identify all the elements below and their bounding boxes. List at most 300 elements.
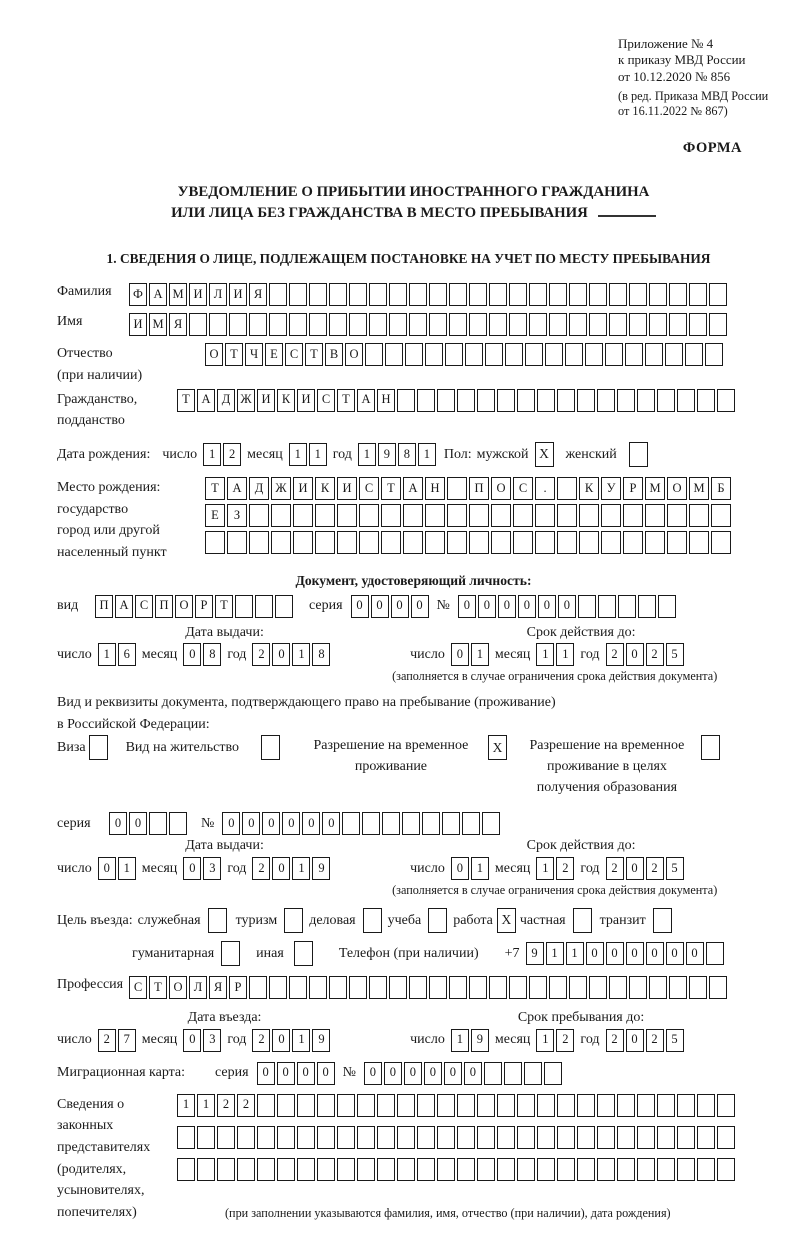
form-cell[interactable] [609, 283, 627, 306]
form-cell[interactable]: Т [177, 389, 195, 412]
form-cell[interactable]: Ч [245, 343, 263, 366]
form-cell[interactable] [297, 1094, 315, 1117]
form-cell[interactable] [209, 313, 227, 336]
form-cell[interactable]: Л [189, 976, 207, 999]
form-cell[interactable]: 0 [464, 1062, 482, 1085]
form-cell[interactable] [577, 1126, 595, 1149]
option-temp-residence-education-checkbox[interactable] [701, 735, 720, 760]
form-cell[interactable]: 1 [292, 857, 310, 880]
purpose-other-checkbox[interactable] [294, 941, 313, 966]
form-cell[interactable] [689, 976, 707, 999]
form-cell[interactable]: Ж [237, 389, 255, 412]
purpose-tourism-checkbox[interactable] [284, 908, 303, 933]
form-cell[interactable] [537, 389, 555, 412]
form-cell[interactable] [445, 343, 463, 366]
form-cell[interactable]: 2 [646, 1029, 664, 1052]
form-cell[interactable] [717, 1158, 735, 1181]
form-cell[interactable] [382, 812, 400, 835]
form-cell[interactable]: 6 [118, 643, 136, 666]
form-cell[interactable]: 0 [364, 1062, 382, 1085]
form-cell[interactable] [449, 283, 467, 306]
form-cell[interactable] [385, 343, 403, 366]
form-cell[interactable]: 0 [626, 1029, 644, 1052]
form-cell[interactable] [557, 504, 577, 527]
form-cell[interactable]: А [149, 283, 167, 306]
form-cell[interactable] [462, 812, 480, 835]
form-cell[interactable]: . [535, 477, 555, 500]
form-cell[interactable]: И [293, 477, 313, 500]
form-cell[interactable]: З [227, 504, 247, 527]
form-cell[interactable] [315, 504, 335, 527]
form-cell[interactable] [579, 531, 599, 554]
form-cell[interactable]: Е [205, 504, 225, 527]
form-cell[interactable] [447, 504, 467, 527]
form-cell[interactable] [293, 531, 313, 554]
form-cell[interactable]: И [189, 283, 207, 306]
form-cell[interactable]: 1 [289, 443, 307, 466]
form-cell[interactable] [469, 313, 487, 336]
form-cell[interactable] [405, 343, 423, 366]
form-cell[interactable] [557, 1126, 575, 1149]
form-cell[interactable] [437, 389, 455, 412]
form-cell[interactable] [469, 976, 487, 999]
form-cell[interactable] [609, 976, 627, 999]
form-cell[interactable]: С [317, 389, 335, 412]
form-cell[interactable] [389, 283, 407, 306]
form-cell[interactable] [569, 283, 587, 306]
form-cell[interactable] [711, 531, 731, 554]
form-cell[interactable] [465, 343, 483, 366]
form-cell[interactable]: 0 [586, 942, 604, 965]
form-cell[interactable] [629, 283, 647, 306]
form-cell[interactable]: 1 [471, 643, 489, 666]
form-cell[interactable]: 0 [272, 857, 290, 880]
form-cell[interactable]: И [257, 389, 275, 412]
form-cell[interactable]: Т [149, 976, 167, 999]
form-cell[interactable] [605, 343, 623, 366]
form-cell[interactable] [457, 1094, 475, 1117]
form-cell[interactable] [658, 595, 676, 618]
form-cell[interactable] [403, 531, 423, 554]
form-cell[interactable] [357, 1094, 375, 1117]
form-cell[interactable] [337, 1158, 355, 1181]
form-cell[interactable] [359, 504, 379, 527]
form-cell[interactable] [397, 389, 415, 412]
form-cell[interactable] [237, 1158, 255, 1181]
form-cell[interactable] [389, 976, 407, 999]
form-cell[interactable]: П [155, 595, 173, 618]
form-cell[interactable] [437, 1126, 455, 1149]
form-cell[interactable]: 0 [686, 942, 704, 965]
form-cell[interactable]: Т [215, 595, 233, 618]
form-cell[interactable] [359, 531, 379, 554]
form-cell[interactable] [365, 343, 383, 366]
form-cell[interactable] [469, 283, 487, 306]
form-cell[interactable]: И [337, 477, 357, 500]
form-cell[interactable]: 0 [458, 595, 476, 618]
form-cell[interactable] [685, 343, 703, 366]
form-cell[interactable] [409, 313, 427, 336]
form-cell[interactable] [669, 313, 687, 336]
form-cell[interactable] [337, 1126, 355, 1149]
form-cell[interactable] [309, 976, 327, 999]
form-cell[interactable] [529, 313, 547, 336]
form-cell[interactable] [669, 976, 687, 999]
form-cell[interactable]: Д [217, 389, 235, 412]
form-cell[interactable] [529, 283, 547, 306]
form-cell[interactable] [477, 1158, 495, 1181]
form-cell[interactable] [429, 283, 447, 306]
form-cell[interactable]: 0 [98, 857, 116, 880]
form-cell[interactable]: Т [225, 343, 243, 366]
form-cell[interactable] [425, 531, 445, 554]
form-cell[interactable]: О [491, 477, 511, 500]
form-cell[interactable] [477, 1094, 495, 1117]
form-cell[interactable] [537, 1094, 555, 1117]
form-cell[interactable] [535, 504, 555, 527]
form-cell[interactable]: 1 [536, 1029, 554, 1052]
form-cell[interactable] [349, 313, 367, 336]
form-cell[interactable] [409, 976, 427, 999]
form-cell[interactable] [409, 283, 427, 306]
form-cell[interactable] [437, 1158, 455, 1181]
form-cell[interactable] [377, 1126, 395, 1149]
form-cell[interactable] [189, 313, 207, 336]
form-cell[interactable] [257, 1094, 275, 1117]
form-cell[interactable]: 0 [498, 595, 516, 618]
form-cell[interactable] [257, 1126, 275, 1149]
form-cell[interactable] [317, 1158, 335, 1181]
form-cell[interactable]: 5 [666, 1029, 684, 1052]
form-cell[interactable]: Я [249, 283, 267, 306]
form-cell[interactable]: 0 [518, 595, 536, 618]
form-cell[interactable]: 0 [444, 1062, 462, 1085]
form-cell[interactable] [579, 504, 599, 527]
form-cell[interactable] [601, 504, 621, 527]
form-cell[interactable] [237, 1126, 255, 1149]
form-cell[interactable]: Ж [271, 477, 291, 500]
form-cell[interactable] [517, 1158, 535, 1181]
form-cell[interactable] [497, 389, 515, 412]
form-cell[interactable] [513, 504, 533, 527]
form-cell[interactable] [667, 531, 687, 554]
form-cell[interactable] [535, 531, 555, 554]
form-cell[interactable]: 2 [646, 857, 664, 880]
form-cell[interactable]: Л [209, 283, 227, 306]
form-cell[interactable]: М [689, 477, 709, 500]
form-cell[interactable] [469, 531, 489, 554]
form-cell[interactable] [697, 1094, 715, 1117]
form-cell[interactable] [437, 1094, 455, 1117]
form-cell[interactable]: А [197, 389, 215, 412]
form-cell[interactable]: 0 [317, 1062, 335, 1085]
form-cell[interactable] [509, 313, 527, 336]
form-cell[interactable] [257, 1158, 275, 1181]
form-cell[interactable]: 0 [666, 942, 684, 965]
form-cell[interactable]: О [175, 595, 193, 618]
form-cell[interactable] [597, 1126, 615, 1149]
form-cell[interactable] [469, 504, 489, 527]
form-cell[interactable] [638, 595, 656, 618]
form-cell[interactable] [517, 1094, 535, 1117]
form-cell[interactable] [689, 531, 709, 554]
form-cell[interactable]: Т [381, 477, 401, 500]
form-cell[interactable] [649, 976, 667, 999]
form-cell[interactable] [293, 504, 313, 527]
form-cell[interactable]: У [601, 477, 621, 500]
form-cell[interactable] [249, 313, 267, 336]
form-cell[interactable] [657, 1126, 675, 1149]
form-cell[interactable]: 1 [197, 1094, 215, 1117]
form-cell[interactable]: 1 [418, 443, 436, 466]
form-cell[interactable] [637, 389, 655, 412]
form-cell[interactable] [329, 283, 347, 306]
form-cell[interactable]: 8 [312, 643, 330, 666]
form-cell[interactable] [227, 531, 247, 554]
form-cell[interactable] [169, 812, 187, 835]
option-residence-permit-checkbox[interactable] [261, 735, 280, 760]
form-cell[interactable]: Р [195, 595, 213, 618]
form-cell[interactable] [337, 1094, 355, 1117]
form-cell[interactable] [557, 477, 577, 500]
form-cell[interactable] [497, 1158, 515, 1181]
form-cell[interactable]: 2 [252, 857, 270, 880]
form-cell[interactable] [397, 1094, 415, 1117]
form-cell[interactable] [537, 1158, 555, 1181]
form-cell[interactable]: 0 [478, 595, 496, 618]
form-cell[interactable]: М [645, 477, 665, 500]
form-cell[interactable] [623, 504, 643, 527]
form-cell[interactable] [275, 595, 293, 618]
form-cell[interactable] [589, 283, 607, 306]
form-cell[interactable] [269, 976, 287, 999]
form-cell[interactable]: Е [265, 343, 283, 366]
form-cell[interactable]: 9 [471, 1029, 489, 1052]
form-cell[interactable]: 2 [223, 443, 241, 466]
form-cell[interactable] [625, 343, 643, 366]
form-cell[interactable] [677, 1158, 695, 1181]
form-cell[interactable]: Т [205, 477, 225, 500]
form-cell[interactable] [689, 313, 707, 336]
form-cell[interactable]: 0 [646, 942, 664, 965]
form-cell[interactable]: 0 [129, 812, 147, 835]
form-cell[interactable] [717, 1126, 735, 1149]
form-cell[interactable]: 0 [351, 595, 369, 618]
form-cell[interactable] [249, 504, 269, 527]
form-cell[interactable] [417, 1158, 435, 1181]
form-cell[interactable] [489, 976, 507, 999]
form-cell[interactable]: Д [249, 477, 269, 500]
form-cell[interactable] [697, 389, 715, 412]
form-cell[interactable] [482, 812, 500, 835]
form-cell[interactable]: 0 [322, 812, 340, 835]
form-cell[interactable]: И [129, 313, 147, 336]
form-cell[interactable]: 0 [183, 857, 201, 880]
form-cell[interactable] [649, 313, 667, 336]
form-cell[interactable] [705, 343, 723, 366]
form-cell[interactable]: Т [337, 389, 355, 412]
form-cell[interactable]: 0 [257, 1062, 275, 1085]
form-cell[interactable]: 0 [391, 595, 409, 618]
form-cell[interactable] [557, 531, 577, 554]
form-cell[interactable] [557, 1094, 575, 1117]
form-cell[interactable] [623, 531, 643, 554]
form-cell[interactable]: 5 [666, 857, 684, 880]
form-cell[interactable] [544, 1062, 562, 1085]
form-cell[interactable] [489, 313, 507, 336]
form-cell[interactable] [277, 1158, 295, 1181]
form-cell[interactable] [645, 504, 665, 527]
form-cell[interactable]: 0 [626, 857, 644, 880]
form-cell[interactable]: 0 [277, 1062, 295, 1085]
form-cell[interactable]: Н [425, 477, 445, 500]
form-cell[interactable]: 0 [538, 595, 556, 618]
purpose-humanitarian-checkbox[interactable] [221, 941, 240, 966]
form-cell[interactable] [309, 313, 327, 336]
purpose-work-checkbox[interactable]: X [497, 908, 516, 933]
form-cell[interactable] [369, 976, 387, 999]
form-cell[interactable] [369, 283, 387, 306]
form-cell[interactable] [329, 976, 347, 999]
form-cell[interactable]: 5 [666, 643, 684, 666]
form-cell[interactable] [457, 1126, 475, 1149]
form-cell[interactable]: 7 [118, 1029, 136, 1052]
form-cell[interactable] [449, 313, 467, 336]
form-cell[interactable] [277, 1126, 295, 1149]
form-cell[interactable] [377, 1158, 395, 1181]
form-cell[interactable]: А [115, 595, 133, 618]
form-cell[interactable] [565, 343, 583, 366]
form-cell[interactable] [657, 1094, 675, 1117]
form-cell[interactable] [589, 976, 607, 999]
form-cell[interactable] [617, 389, 635, 412]
form-cell[interactable] [689, 283, 707, 306]
form-cell[interactable] [557, 1158, 575, 1181]
form-cell[interactable] [597, 1094, 615, 1117]
form-cell[interactable]: 1 [471, 857, 489, 880]
form-cell[interactable] [669, 283, 687, 306]
form-cell[interactable] [357, 1126, 375, 1149]
form-cell[interactable] [217, 1126, 235, 1149]
form-cell[interactable]: 2 [556, 1029, 574, 1052]
form-cell[interactable] [449, 976, 467, 999]
form-cell[interactable]: П [95, 595, 113, 618]
form-cell[interactable]: 2 [252, 1029, 270, 1052]
form-cell[interactable]: 0 [424, 1062, 442, 1085]
form-cell[interactable] [717, 389, 735, 412]
form-cell[interactable]: 2 [606, 1029, 624, 1052]
sex-female-checkbox[interactable] [629, 442, 648, 467]
form-cell[interactable] [349, 283, 367, 306]
form-cell[interactable] [578, 595, 596, 618]
form-cell[interactable]: С [359, 477, 379, 500]
form-cell[interactable] [429, 976, 447, 999]
form-cell[interactable] [657, 1158, 675, 1181]
form-cell[interactable]: 0 [242, 812, 260, 835]
form-cell[interactable] [649, 283, 667, 306]
form-cell[interactable]: 0 [384, 1062, 402, 1085]
form-cell[interactable] [149, 812, 167, 835]
sex-male-checkbox[interactable]: X [535, 442, 554, 467]
form-cell[interactable]: 9 [312, 1029, 330, 1052]
form-cell[interactable]: 2 [252, 643, 270, 666]
form-cell[interactable]: 0 [626, 942, 644, 965]
form-cell[interactable]: 9 [526, 942, 544, 965]
form-cell[interactable]: 0 [183, 643, 201, 666]
form-cell[interactable] [645, 531, 665, 554]
form-cell[interactable] [357, 1158, 375, 1181]
form-cell[interactable] [317, 1126, 335, 1149]
form-cell[interactable] [589, 313, 607, 336]
form-cell[interactable] [425, 343, 443, 366]
form-cell[interactable] [667, 504, 687, 527]
form-cell[interactable] [457, 1158, 475, 1181]
form-cell[interactable]: 0 [222, 812, 240, 835]
form-cell[interactable] [297, 1126, 315, 1149]
form-cell[interactable] [491, 531, 511, 554]
form-cell[interactable]: О [667, 477, 687, 500]
form-cell[interactable] [205, 531, 225, 554]
form-cell[interactable] [489, 283, 507, 306]
form-cell[interactable] [381, 531, 401, 554]
form-cell[interactable] [617, 1158, 635, 1181]
form-cell[interactable] [577, 1094, 595, 1117]
form-cell[interactable]: 1 [451, 1029, 469, 1052]
form-cell[interactable] [629, 313, 647, 336]
form-cell[interactable] [417, 1094, 435, 1117]
form-cell[interactable]: 1 [546, 942, 564, 965]
form-cell[interactable] [389, 313, 407, 336]
form-cell[interactable]: О [169, 976, 187, 999]
form-cell[interactable]: И [229, 283, 247, 306]
form-cell[interactable]: 0 [272, 643, 290, 666]
purpose-business-checkbox[interactable] [363, 908, 382, 933]
form-cell[interactable] [525, 343, 543, 366]
form-cell[interactable] [517, 1126, 535, 1149]
form-cell[interactable] [706, 942, 724, 965]
form-cell[interactable] [329, 313, 347, 336]
form-cell[interactable]: 1 [177, 1094, 195, 1117]
form-cell[interactable]: С [129, 976, 147, 999]
form-cell[interactable]: И [297, 389, 315, 412]
form-cell[interactable]: 0 [558, 595, 576, 618]
form-cell[interactable]: С [513, 477, 533, 500]
form-cell[interactable] [269, 283, 287, 306]
form-cell[interactable] [217, 1158, 235, 1181]
form-cell[interactable] [402, 812, 420, 835]
form-cell[interactable] [457, 389, 475, 412]
form-cell[interactable]: 0 [109, 812, 127, 835]
form-cell[interactable] [362, 812, 380, 835]
form-cell[interactable]: 2 [646, 643, 664, 666]
form-cell[interactable] [529, 976, 547, 999]
form-cell[interactable] [645, 343, 663, 366]
form-cell[interactable] [477, 1126, 495, 1149]
form-cell[interactable]: 1 [118, 857, 136, 880]
form-cell[interactable] [545, 343, 563, 366]
form-cell[interactable]: 0 [451, 857, 469, 880]
form-cell[interactable] [229, 313, 247, 336]
form-cell[interactable] [447, 531, 467, 554]
form-cell[interactable]: 0 [262, 812, 280, 835]
form-cell[interactable]: 2 [237, 1094, 255, 1117]
form-cell[interactable]: 1 [292, 1029, 310, 1052]
form-cell[interactable] [709, 313, 727, 336]
form-cell[interactable]: 9 [312, 857, 330, 880]
form-cell[interactable] [397, 1126, 415, 1149]
form-cell[interactable] [177, 1158, 195, 1181]
form-cell[interactable] [657, 389, 675, 412]
